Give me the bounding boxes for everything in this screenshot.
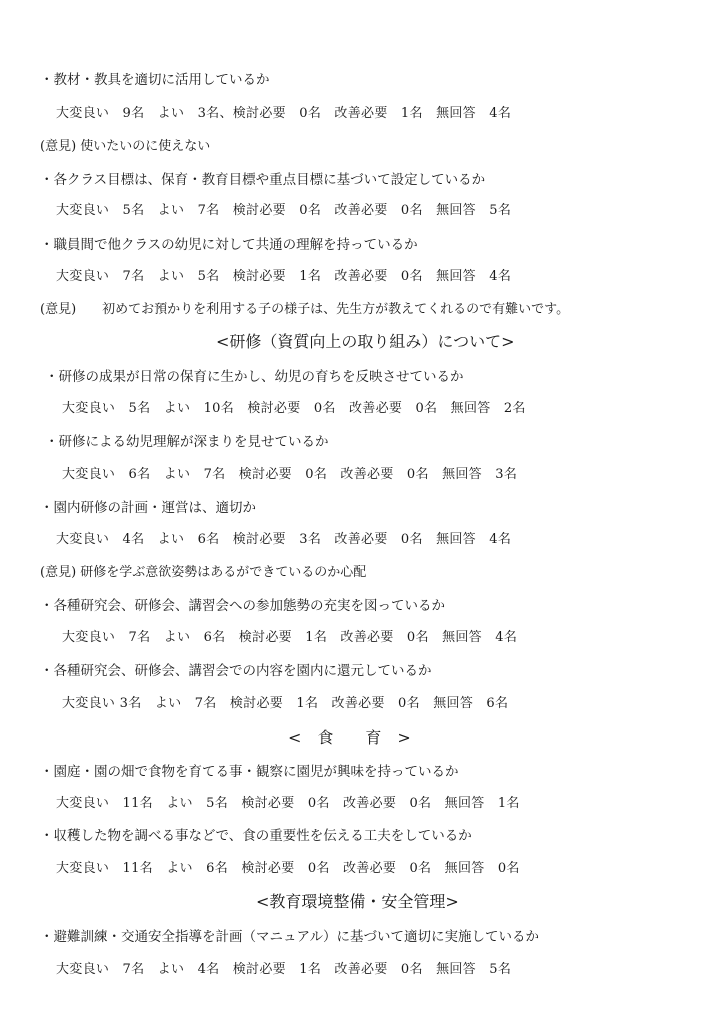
question-text: ・園内研修の計画・運営は、適切か bbox=[40, 500, 256, 516]
result-line: 大変良い 4名 よい 6名 検討必要 3名 改善必要 0名 無回答 4名 bbox=[56, 532, 512, 547]
result-line: 大変良い 7名 よい 6名 検討必要 1名 改善必要 0名 無回答 4名 bbox=[62, 630, 518, 645]
question-text: ・各クラス目標は、保育・教育目標や重点目標に基づいて設定しているか bbox=[40, 172, 486, 188]
section-heading: <研修（資質向上の取り組み）について> bbox=[216, 332, 515, 351]
result-line: 大変良い 11名 よい 5名 検討必要 0名 改善必要 0名 無回答 1名 bbox=[56, 796, 520, 811]
question-text: ・各種研究会、研修会、講習会への参加態勢の充実を図っているか bbox=[40, 598, 445, 614]
result-line: 大変良い 5名 よい 7名 検討必要 0名 改善必要 0名 無回答 5名 bbox=[56, 203, 512, 218]
section-heading: <教育環境整備・安全管理> bbox=[256, 892, 459, 911]
question-text: ・園庭・園の畑で食物を育てる事・観察に園児が興味を持っているか bbox=[40, 764, 459, 780]
opinion-text: (意見) 使いたいのに使えない bbox=[40, 139, 211, 154]
result-line: 大変良い 7名 よい 5名 検討必要 1名 改善必要 0名 無回答 4名 bbox=[56, 269, 512, 284]
question-text: ・研修による幼児理解が深まりを見せているか bbox=[45, 434, 329, 450]
question-text: ・職員間で他クラスの幼児に対して共通の理解を持っているか bbox=[40, 237, 418, 253]
question-text: ・教材・教具を適切に活用しているか bbox=[40, 72, 270, 88]
result-line: 大変良い 3名 よい 7名 検討必要 1名 改善必要 0名 無回答 6名 bbox=[62, 696, 509, 711]
result-line: 大変良い 6名 よい 7名 検討必要 0名 改善必要 0名 無回答 3名 bbox=[62, 467, 518, 482]
result-line: 大変良い 11名 よい 6名 検討必要 0名 改善必要 0名 無回答 0名 bbox=[56, 861, 520, 876]
question-text: ・各種研究会、研修会、講習会での内容を園内に還元しているか bbox=[40, 663, 432, 679]
result-line: 大変良い 9名 よい 3名、検討必要 0名 改善必要 1名 無回答 4名 bbox=[56, 106, 512, 121]
question-text: ・避難訓練・交通安全指導を計画（マニュアル）に基づいて適切に実施しているか bbox=[40, 929, 539, 945]
opinion-text: (意見) 研修を学ぶ意欲姿勢はあるができているのか心配 bbox=[40, 565, 367, 580]
section-heading: < 食 育 > bbox=[288, 728, 411, 747]
question-text: ・研修の成果が日常の保育に生かし、幼児の育ちを反映させているか bbox=[45, 369, 464, 385]
opinion-text: (意見) 初めてお預かりを利用する子の様子は、先生方が教えてくれるので有難いです。 bbox=[40, 302, 570, 317]
result-line: 大変良い 7名 よい 4名 検討必要 1名 改善必要 0名 無回答 5名 bbox=[56, 962, 512, 977]
result-line: 大変良い 5名 よい 10名 検討必要 0名 改善必要 0名 無回答 2名 bbox=[62, 401, 526, 416]
question-text: ・収穫した物を調べる事などで、食の重要性を伝える工夫をしているか bbox=[40, 828, 472, 844]
